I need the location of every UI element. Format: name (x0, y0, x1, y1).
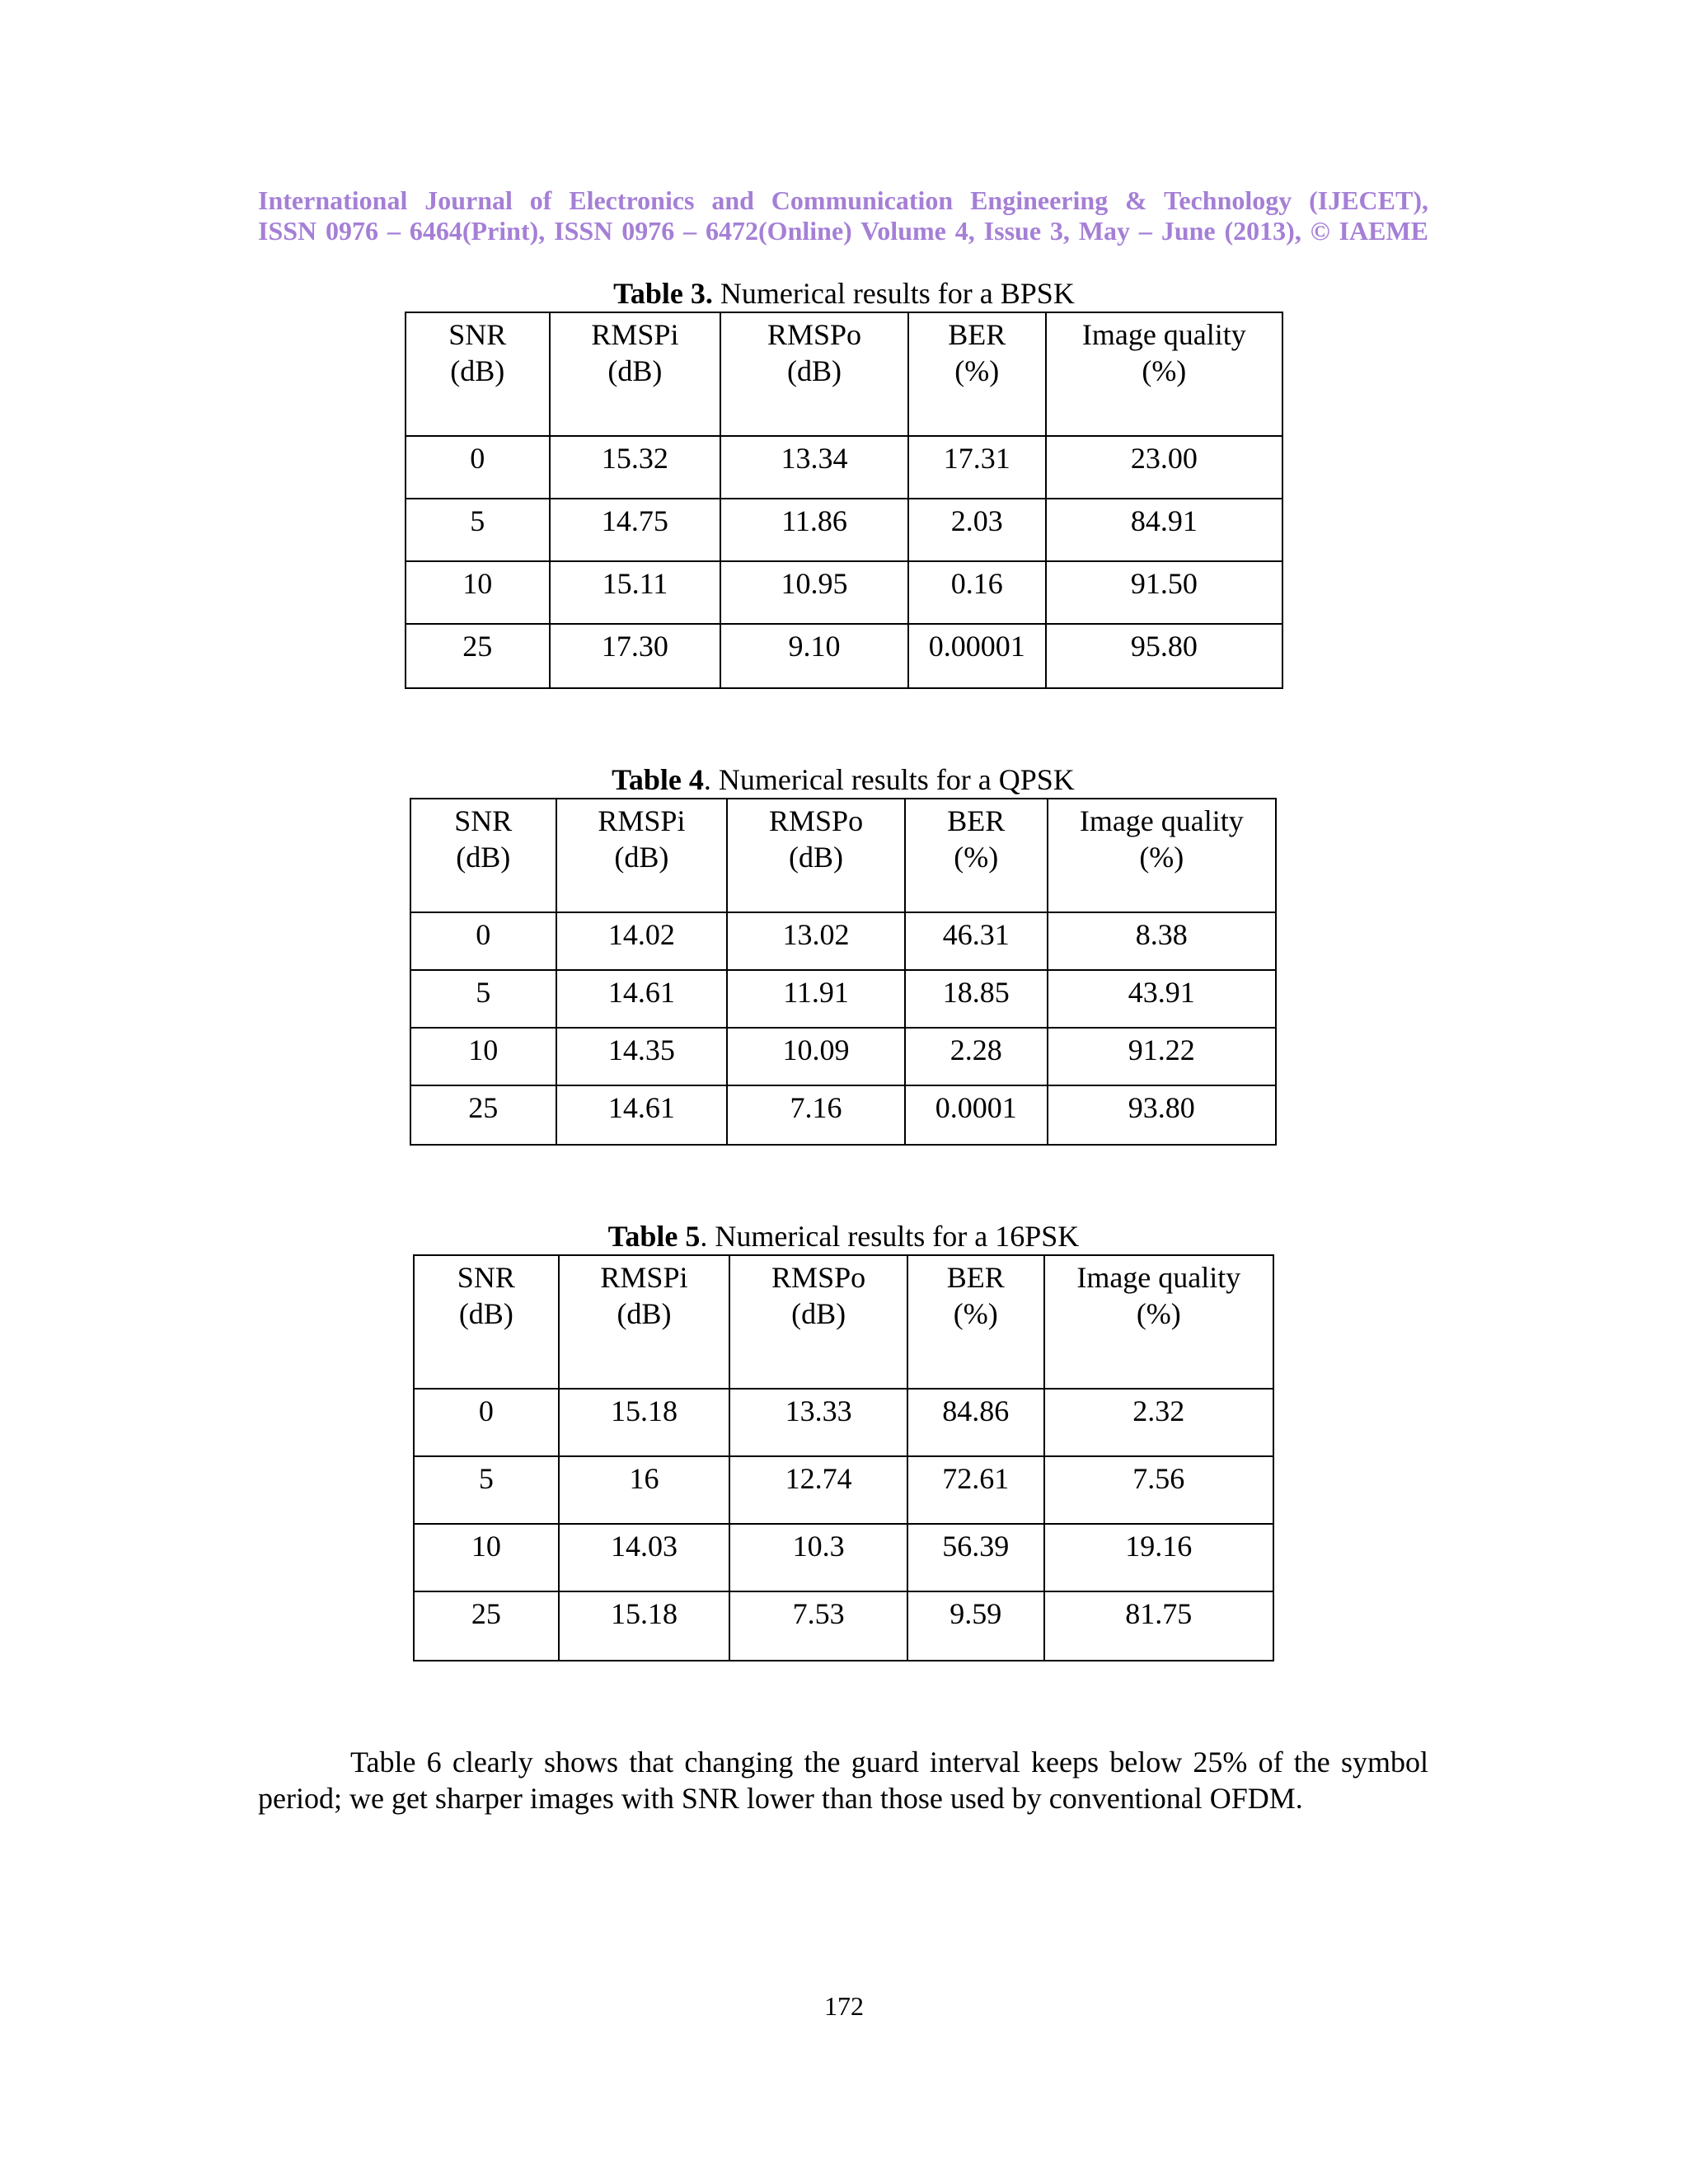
table-cell (410, 912, 556, 970)
column-header (550, 312, 721, 436)
table-cell (905, 970, 1048, 1028)
table-cell (556, 1085, 728, 1145)
column-header-name: RMSPi (591, 318, 679, 351)
table-cell (559, 1524, 730, 1591)
table-cell-value: 17.30 (601, 630, 668, 663)
table-cell (559, 1456, 730, 1524)
table-cell-value: 84.86 (942, 1394, 1010, 1427)
table-cell (556, 1028, 728, 1085)
table-cell-value: 25 (471, 1597, 501, 1630)
table-cell-value: 23.00 (1130, 442, 1198, 475)
table-cell-value: 95.80 (1130, 630, 1198, 663)
table-cell (556, 912, 728, 970)
table-cell-value: 25 (462, 630, 493, 663)
table-cell (1046, 624, 1282, 688)
column-header (556, 799, 728, 912)
table-cell (406, 561, 550, 624)
table-cell-value: 19.16 (1125, 1530, 1193, 1563)
table-cell (1046, 499, 1282, 561)
column-header-unit: (%) (954, 354, 1000, 387)
table-row (410, 970, 1276, 1028)
table-cell (559, 1591, 730, 1661)
table-cell-value: 0 (478, 1394, 494, 1427)
table-cell-value: 10 (468, 1033, 499, 1066)
table-cell-value: 13.33 (785, 1394, 852, 1427)
table-cell-value: 5 (478, 1462, 494, 1495)
table-row (410, 1028, 1276, 1085)
table-cell-value: 7.16 (790, 1091, 842, 1124)
column-header-name: Image quality (1076, 1261, 1241, 1294)
table-cell-value: 16 (629, 1462, 659, 1495)
column-header (1046, 312, 1282, 436)
table-cell (729, 1591, 907, 1661)
column-header-name: BER (948, 318, 1006, 351)
table-cell (550, 561, 721, 624)
table-cell (559, 1389, 730, 1456)
table-caption-text: . Numerical results for a QPSK (703, 763, 1075, 796)
table-cell-value: 18.85 (942, 976, 1010, 1009)
table-cell-value: 14.75 (601, 504, 668, 537)
table-header-row (414, 1255, 1273, 1389)
table-cell (1046, 436, 1282, 499)
column-header (1048, 799, 1276, 912)
table-header-row (410, 799, 1276, 912)
table-cell-value: 10 (462, 567, 493, 600)
table-cell (1046, 561, 1282, 624)
table-cell (729, 1456, 907, 1524)
table-cell-value: 5 (470, 504, 485, 537)
table-cell-value: 12.74 (785, 1462, 852, 1495)
table-cell (727, 912, 905, 970)
table-cell (907, 1389, 1044, 1456)
table-cell-value: 25 (468, 1091, 499, 1124)
column-header-unit: (dB) (607, 354, 663, 387)
table-cell-value: 91.22 (1128, 1033, 1195, 1066)
column-header-name: SNR (448, 318, 507, 351)
table-cell-value: 15.18 (610, 1394, 678, 1427)
table-row (414, 1456, 1273, 1524)
journal-header-line2: ISSN 0976 – 6464(Print), ISSN 0976 – 6472(Online) Volume 4, Issue 3, May – June (2013), © IAEME (258, 216, 1428, 246)
table-row (414, 1524, 1273, 1591)
column-header (729, 1255, 907, 1389)
table-cell-value: 14.03 (610, 1530, 678, 1563)
results-table-qpsk (410, 798, 1277, 1146)
column-header (410, 799, 556, 912)
column-header-unit: (%) (954, 841, 999, 874)
table-header-row (406, 312, 1282, 436)
table-cell-value: 10.3 (792, 1530, 845, 1563)
table-cell (410, 1028, 556, 1085)
column-header-unit: (%) (1142, 354, 1187, 387)
column-header-name: RMSPo (771, 1261, 866, 1294)
table-caption-label: Table 4 (612, 763, 704, 796)
table-cell-value: 9.59 (950, 1597, 1002, 1630)
table-cell (905, 1028, 1048, 1085)
table-caption (413, 1220, 1274, 1253)
table-cell (1044, 1456, 1273, 1524)
table-cell (1048, 1028, 1276, 1085)
table-cell (406, 624, 550, 688)
table-caption-text: Numerical results for a BPSK (712, 277, 1075, 310)
column-header-unit: (dB) (617, 1297, 672, 1330)
table-cell-value: 14.02 (607, 918, 675, 951)
table-cell (556, 970, 728, 1028)
table-cell (907, 1456, 1044, 1524)
table-cell-value: 7.53 (792, 1597, 845, 1630)
column-header-name: Image quality (1081, 318, 1246, 351)
column-header (905, 799, 1048, 912)
table-cell (410, 970, 556, 1028)
body-paragraph-text: Table 6 clearly shows that changing the guard interval keeps below 25% of the symbol period; we get sharper images with SNR lower than those used by conventional OFDM. (258, 1746, 1428, 1815)
column-header (727, 799, 905, 912)
table-cell (905, 912, 1048, 970)
table-cell-value: 2.32 (1132, 1394, 1185, 1427)
table-cell-value: 14.61 (607, 976, 675, 1009)
column-header-unit: (dB) (614, 841, 669, 874)
column-header (414, 1255, 559, 1389)
column-header-name: RMSPo (767, 318, 862, 351)
column-header-unit: (dB) (789, 841, 844, 874)
journal-header-line1: International Journal of Electronics and Communication Engineering & Technology (IJECET), (258, 185, 1428, 215)
table-cell-value: 5 (476, 976, 491, 1009)
table-cell-value: 15.11 (602, 567, 668, 600)
table-cell (550, 499, 721, 561)
table-row (406, 624, 1282, 688)
column-header-unit: (dB) (458, 1297, 513, 1330)
table-cell-value: 72.61 (942, 1462, 1010, 1495)
table-cell-value: 15.32 (601, 442, 668, 475)
table-cell (550, 624, 721, 688)
table-cell (406, 499, 550, 561)
table-cell-value: 56.39 (942, 1530, 1010, 1563)
table-cell (729, 1389, 907, 1456)
table-cell (908, 561, 1046, 624)
column-header (907, 1255, 1044, 1389)
table-cell-value: 93.80 (1128, 1091, 1195, 1124)
table-row (410, 912, 1276, 970)
table-cell (720, 499, 908, 561)
table-cell (727, 1085, 905, 1145)
column-header-name: BER (946, 1261, 1005, 1294)
column-header-name: Image quality (1079, 804, 1244, 837)
table-cell-value: 43.91 (1128, 976, 1195, 1009)
table-caption (410, 763, 1277, 796)
column-header-unit: (dB) (791, 1297, 846, 1330)
table-cell-value: 7.56 (1132, 1462, 1185, 1495)
table-cell-value: 84.91 (1130, 504, 1198, 537)
column-header-unit: (%) (953, 1297, 998, 1330)
table-cell (1044, 1389, 1273, 1456)
table-cell-value: 0.00001 (928, 630, 1025, 663)
table-cell (727, 1028, 905, 1085)
table-caption-label: Table 5 (607, 1220, 701, 1253)
column-header-name: RMSPi (600, 1261, 688, 1294)
table-row (406, 499, 1282, 561)
table-row (406, 436, 1282, 499)
column-header-name: RMSPo (769, 804, 864, 837)
table-cell (908, 499, 1046, 561)
table-row (414, 1591, 1273, 1661)
column-header-unit: (%) (1136, 1297, 1181, 1330)
page-number: 172 (824, 1991, 864, 2021)
table-cell-value: 14.35 (607, 1033, 675, 1066)
table-cell-value: 11.91 (783, 976, 849, 1009)
table-cell (720, 561, 908, 624)
table-cell (1048, 1085, 1276, 1145)
table-cell-value: 10 (471, 1530, 501, 1563)
table-cell (414, 1389, 559, 1456)
table-cell (907, 1591, 1044, 1661)
table-cell (907, 1524, 1044, 1591)
results-table-16psk (413, 1254, 1274, 1661)
table-cell (720, 436, 908, 499)
table-row (406, 561, 1282, 624)
table-cell-value: 0 (476, 918, 491, 951)
column-header (908, 312, 1046, 436)
table-cell-value: 0 (470, 442, 485, 475)
table-cell-value: 13.02 (782, 918, 850, 951)
column-header-unit: (dB) (787, 354, 842, 387)
table-cell-value: 2.28 (950, 1033, 1002, 1066)
table-cell-value: 15.18 (610, 1597, 678, 1630)
table-cell (908, 436, 1046, 499)
table-cell-value: 11.86 (781, 504, 847, 537)
table-cell (1048, 912, 1276, 970)
table-cell-value: 0.0001 (935, 1091, 1017, 1124)
table-cell-value: 10.09 (782, 1033, 850, 1066)
column-header-unit: (dB) (450, 354, 505, 387)
table-cell-value: 9.10 (788, 630, 841, 663)
table-cell (727, 970, 905, 1028)
table-cell-value: 17.31 (943, 442, 1010, 475)
table-cell (905, 1085, 1048, 1145)
table-cell (1044, 1524, 1273, 1591)
table-cell (1044, 1591, 1273, 1661)
table-cell (410, 1085, 556, 1145)
table-cell-value: 2.03 (950, 504, 1003, 537)
column-header (1044, 1255, 1273, 1389)
column-header-unit: (dB) (456, 841, 511, 874)
table-cell-value: 91.50 (1130, 567, 1198, 600)
table-cell (720, 624, 908, 688)
column-header-name: SNR (457, 1261, 515, 1294)
table-cell-value: 13.34 (781, 442, 848, 475)
table-row (410, 1085, 1276, 1145)
body-paragraph (258, 1744, 1428, 1816)
table-cell-value: 81.75 (1125, 1597, 1193, 1630)
table-caption-label: Table 3. (613, 277, 713, 310)
column-header-name: RMSPi (598, 804, 686, 837)
column-header-name: SNR (454, 804, 513, 837)
column-header (559, 1255, 730, 1389)
table-cell-value: 14.61 (607, 1091, 675, 1124)
table-cell (1048, 970, 1276, 1028)
table-cell (550, 436, 721, 499)
column-header (406, 312, 550, 436)
table-cell-value: 0.16 (950, 567, 1003, 600)
table-cell-value: 10.95 (781, 567, 848, 600)
table-row (414, 1389, 1273, 1456)
table-cell (414, 1591, 559, 1661)
column-header-name: BER (947, 804, 1006, 837)
table-cell (908, 624, 1046, 688)
table-cell-value: 8.38 (1135, 918, 1188, 951)
column-header (720, 312, 908, 436)
column-header-unit: (%) (1139, 841, 1184, 874)
table-cell (414, 1524, 559, 1591)
table-cell (729, 1524, 907, 1591)
table-caption-text: . Numerical results for a 16PSK (700, 1220, 1080, 1253)
table-caption (405, 277, 1283, 310)
results-table-bpsk (405, 312, 1283, 689)
table-cell (414, 1456, 559, 1524)
table-cell-value: 46.31 (942, 918, 1010, 951)
table-cell (406, 436, 550, 499)
